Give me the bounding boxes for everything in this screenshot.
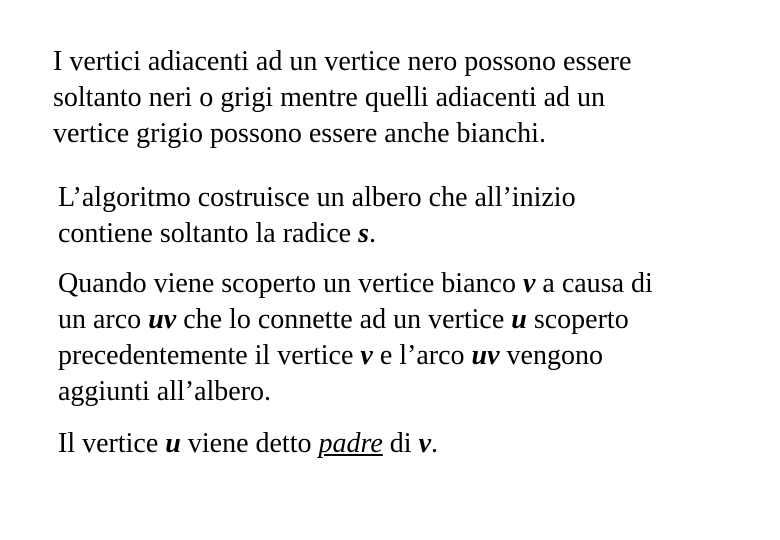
text-segment: scoperto: [526, 304, 629, 335]
text-segment: .: [431, 428, 438, 459]
text-segment: un arco: [58, 304, 149, 335]
text-segment: a causa di: [535, 268, 653, 299]
text-segment: viene detto: [180, 428, 319, 459]
variable-uv: uv: [471, 340, 500, 371]
variable-v: v: [418, 428, 431, 459]
variable-v: v: [522, 268, 536, 299]
variable-uv: uv: [148, 304, 177, 335]
text-segment: .: [369, 218, 377, 249]
text-line: vertice grigio possono essere anche bianchi.: [53, 118, 546, 149]
text-line: [58, 426, 438, 462]
paragraph-discovery: [58, 266, 653, 410]
text-line: [58, 338, 653, 374]
text-line: I vertici adiacenti ad un vertice nero possono essere: [53, 46, 632, 77]
text-segment: e l’arco: [372, 340, 472, 371]
variable-u: u: [165, 428, 181, 459]
text-line: [58, 302, 653, 338]
text-segment: che lo connette ad un vertice: [176, 304, 512, 335]
paragraph-parent-definition: [58, 426, 438, 462]
text-line: aggiunti all’albero.: [58, 376, 272, 407]
text-segment: Il vertice: [58, 428, 166, 459]
paragraph-vertex-colors: [53, 44, 631, 152]
variable-v: v: [360, 340, 373, 371]
text-line: [58, 216, 576, 252]
text-line: [58, 266, 653, 302]
variable-s: s: [358, 218, 370, 249]
term-padre: padre: [318, 428, 383, 459]
text-segment: di: [382, 428, 419, 459]
text-segment: precedentemente il vertice: [58, 340, 361, 371]
text-segment: contiene soltanto la radice: [58, 218, 359, 249]
variable-u: u: [511, 304, 527, 335]
text-segment: Quando viene scoperto un vertice bianco: [58, 268, 523, 299]
text-line: soltanto neri o grigi mentre quelli adiacenti ad un: [53, 82, 606, 113]
text-segment: vengono: [499, 340, 603, 371]
paragraph-tree-start: [58, 180, 576, 252]
text-line: L’algoritmo costruisce un albero che all’inizio: [58, 182, 576, 213]
